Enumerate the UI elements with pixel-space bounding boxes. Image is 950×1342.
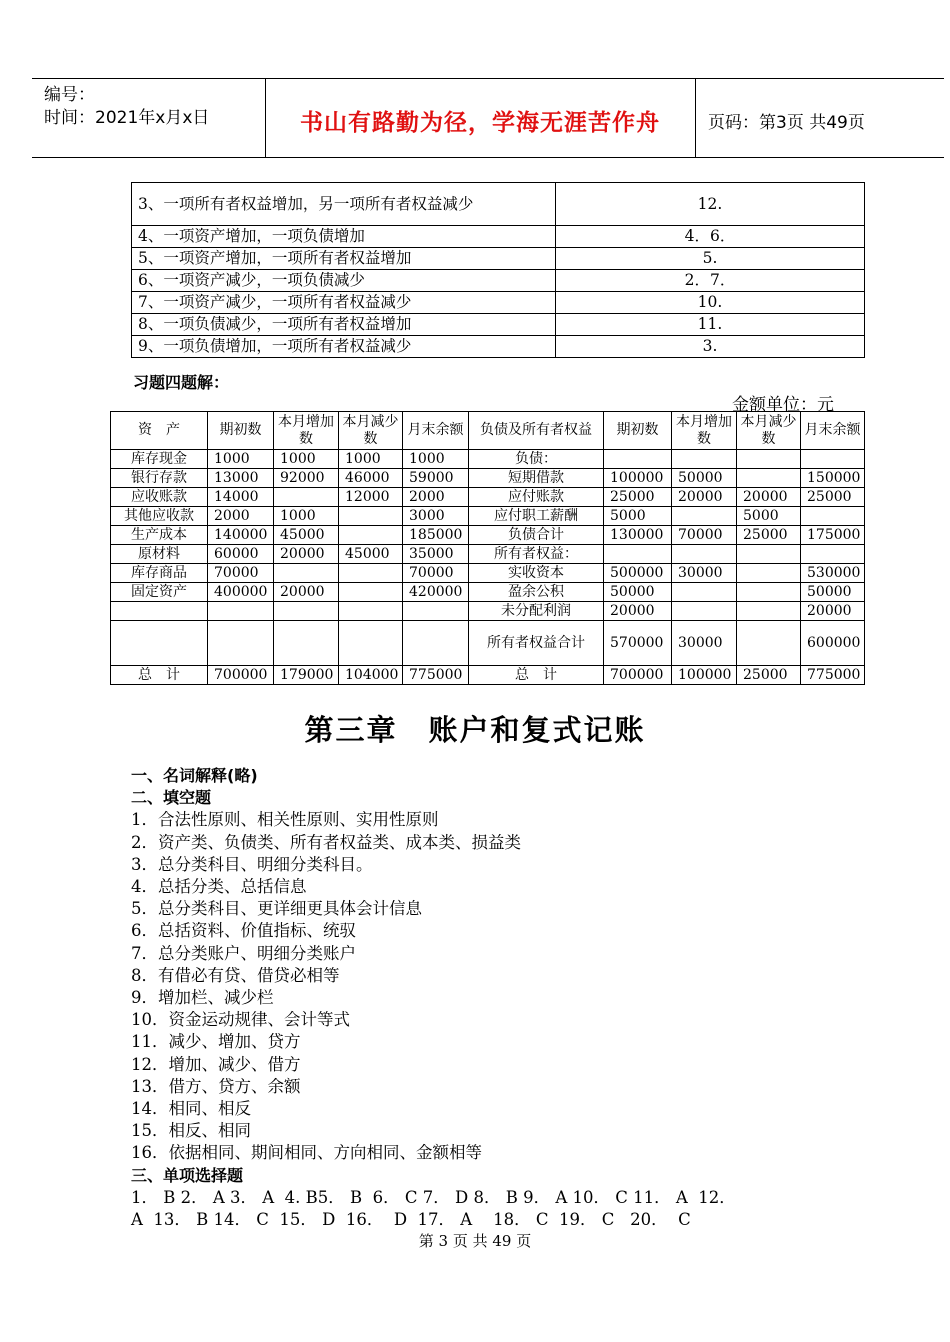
table-cell [801,545,865,564]
table-header-row [111,412,865,450]
table-cell [274,488,339,507]
table-cell [604,545,672,564]
table-row [111,488,865,507]
header-bottom-rule [32,157,944,158]
column-header: 月末余额 [403,412,469,450]
table-cell: 20000 [672,488,737,507]
fill-blank-item: 7．总分类账户、明细分类账户 [131,943,356,963]
fill-blank-item: 14．相同、相反 [131,1099,251,1119]
chapter-title: 第三章 账户和复式记账 [304,713,646,747]
table-row [111,450,865,469]
table-cell: 20000 [274,583,339,602]
section-heading: 二、填空题 [131,788,212,808]
table-cell: 5000 [604,507,672,526]
table-cell: 420000 [403,583,469,602]
single-choice-answers-line: A 13． B 14． C 15． D 16． D 17． A 18． C 19． C 20． C [131,1210,691,1230]
table-cell [208,621,274,666]
fill-blank-item: 4．总括分类、总括信息 [131,877,307,897]
table-cell: 30000 [672,564,737,583]
table-cell [339,583,403,602]
column-header: 月末余额 [801,412,865,450]
table-cell: 负债： [469,450,604,469]
table-cell: 185000 [403,526,469,545]
page-footer: 第 3 页 共 49 页 [418,1232,532,1250]
header-divider [695,78,696,157]
table-row [111,507,865,526]
table-cell [274,602,339,621]
table-cell: 20000 [737,488,801,507]
table-cell: 70000 [672,526,737,545]
table-row [111,621,865,666]
table-cell: 175000 [801,526,865,545]
table-cell: 3、一项所有者权益增加，另一项所有者权益减少 [132,183,556,226]
table-cell: 盈余公积 [469,583,604,602]
table-cell: 5. [556,248,865,270]
table-row [111,666,865,685]
table-cell: 库存现金 [111,450,208,469]
table-row [132,248,865,270]
table-row [132,314,865,336]
table-cell: 2000 [208,507,274,526]
section-heading: 三、单项选择题 [131,1165,244,1185]
table-cell: 12000 [339,488,403,507]
table-cell [111,621,208,666]
table-cell: 3. [556,336,865,358]
table-cell [403,621,469,666]
table-cell [208,602,274,621]
amount-unit-label: 金额单位：元 [732,395,834,415]
table-cell: 5、一项资产增加，一项所有者权益增加 [132,248,556,270]
table-cell: 所有者权益： [469,545,604,564]
table-cell: 70000 [403,564,469,583]
table-cell: 25000 [737,666,801,685]
table-cell: 10. [556,292,865,314]
table-row [111,602,865,621]
fill-blank-item: 15．相反、相同 [131,1121,251,1141]
fill-blank-item: 10．资金运动规律、会计等式 [131,1010,350,1030]
table-cell: 59000 [403,469,469,488]
table-cell: 原材料 [111,545,208,564]
table-cell: 530000 [801,564,865,583]
table-cell: 20000 [604,602,672,621]
header-meta [44,84,209,130]
header-page-label: 页码：第3页 共49页 [708,113,865,133]
table-cell: 50000 [604,583,672,602]
table-cell: 9、一项负债增加，一项所有者权益减少 [132,336,556,358]
table-cell [737,545,801,564]
section-heading: 一、名词解释(略) [131,766,258,785]
table-cell: 2．7． [556,270,865,292]
fill-blank-item: 8．有借必有贷、借贷必相等 [131,965,340,985]
table-cell [737,583,801,602]
table-cell [672,583,737,602]
fill-blank-list [131,809,871,1164]
table-cell: 负债合计 [469,526,604,545]
fill-blank-item: 12．增加、减少、借方 [131,1054,301,1074]
column-header: 本月减少数 [737,412,801,450]
fill-blank-item: 11．减少、增加、贷方 [131,1032,301,1052]
table-cell: 14000 [208,488,274,507]
single-choice-answers-line: 1． B 2． A 3． A 4. B5． B 6． C 7． D 8． B 9． A 10． C 11． A 12． [131,1187,736,1207]
table-cell: 46000 [339,469,403,488]
column-header: 本月增加数 [672,412,737,450]
table-cell [672,602,737,621]
table-cell: 20000 [801,602,865,621]
document-time-label: 时间：2021年x月x日 [44,108,210,128]
table-cell: 1000 [274,450,339,469]
table-cell: 92000 [274,469,339,488]
table-row [132,336,865,358]
table-cell: 实收资本 [469,564,604,583]
table-row [111,583,865,602]
table-row [111,564,865,583]
table-cell: 生产成本 [111,526,208,545]
table-cell [274,564,339,583]
table-cell [737,450,801,469]
table-cell: 45000 [339,545,403,564]
table-cell [339,564,403,583]
table-cell: 60000 [208,545,274,564]
table-cell: 35000 [403,545,469,564]
table-cell: 775000 [403,666,469,685]
column-header: 期初数 [604,412,672,450]
fill-blank-item: 6．总括资料、价值指标、统驭 [131,921,356,941]
table-cell: 2000 [403,488,469,507]
table-cell: 1000 [274,507,339,526]
table-cell: 库存商品 [111,564,208,583]
table-cell: 70000 [208,564,274,583]
balance-table [110,411,865,685]
table-cell: 570000 [604,621,672,666]
table-cell: 4、一项资产增加，一项负债增加 [132,226,556,248]
table-cell: 所有者权益合计 [469,621,604,666]
table-cell [737,602,801,621]
transaction-type-table [131,182,865,358]
table-cell: 3000 [403,507,469,526]
table-row [132,292,865,314]
table-cell: 1000 [339,450,403,469]
chapter-body [131,765,871,1231]
table-cell: 130000 [604,526,672,545]
table-cell: 短期借款 [469,469,604,488]
fill-blank-item: 13．借方、贷方、余额 [131,1076,301,1096]
table-cell: 7、一项资产减少，一项所有者权益减少 [132,292,556,314]
table-cell: 其他应收款 [111,507,208,526]
table-cell: 1000 [403,450,469,469]
table-cell: 固定资产 [111,583,208,602]
table-cell [737,469,801,488]
column-header: 本月减少数 [339,412,403,450]
table-cell: 应付职工薪酬 [469,507,604,526]
table-cell: 25000 [737,526,801,545]
table-cell: 应收账款 [111,488,208,507]
table-cell: 总 计 [111,666,208,685]
table-cell [737,621,801,666]
table-cell: 8、一项负债减少，一项所有者权益增加 [132,314,556,336]
header-top-rule [32,78,944,79]
fill-blank-item: 1．合法性原则、相关性原则、实用性原则 [131,810,439,830]
table-cell: 100000 [604,469,672,488]
table-cell: 应付账款 [469,488,604,507]
table-cell: 150000 [801,469,865,488]
fill-blank-item: 5．总分类科目、更详细更具体会计信息 [131,899,422,919]
column-header: 本月增加数 [274,412,339,450]
column-header: 资 产 [111,412,208,450]
table-cell [339,621,403,666]
table-cell: 179000 [274,666,339,685]
table-row [111,526,865,545]
fill-blank-item: 2．资产类、负债类、所有者权益类、成本类、损益类 [131,832,521,852]
table-cell: 500000 [604,564,672,583]
column-header: 期初数 [208,412,274,450]
table-cell: 25000 [801,488,865,507]
table-cell: 1000 [208,450,274,469]
table-cell [737,564,801,583]
table-cell: 12. [556,183,865,226]
table-cell: 600000 [801,621,865,666]
table-row [132,270,865,292]
table-cell: 25000 [604,488,672,507]
table-cell: 13000 [208,469,274,488]
table-cell [339,507,403,526]
fill-blank-item: 16．依据相同、期间相同、方向相同、金额相等 [131,1143,482,1163]
fill-blank-item: 3．总分类科目、明细分类科目。 [131,854,373,874]
table-cell [801,450,865,469]
table-cell [801,507,865,526]
table-row [132,183,865,226]
table-cell [111,602,208,621]
table-cell: 45000 [274,526,339,545]
table-row [132,226,865,248]
table-cell: 4．6． [556,226,865,248]
table-cell: 50000 [672,469,737,488]
table-cell: 100000 [672,666,737,685]
exercise-four-title: 习题四题解： [133,373,230,392]
table-cell [604,450,672,469]
table-cell: 700000 [208,666,274,685]
table-cell [672,450,737,469]
table-cell [403,602,469,621]
table-cell [274,621,339,666]
table-cell: 104000 [339,666,403,685]
table-cell: 50000 [801,583,865,602]
table-cell: 总 计 [469,666,604,685]
table-cell [672,545,737,564]
table-cell: 6、一项资产减少，一项负债减少 [132,270,556,292]
table-cell: 30000 [672,621,737,666]
table-cell [672,507,737,526]
table-cell: 400000 [208,583,274,602]
table-cell: 银行存款 [111,469,208,488]
table-cell [339,602,403,621]
table-cell: 未分配利润 [469,602,604,621]
document-number-label: 编号： [44,85,95,105]
table-cell: 20000 [274,545,339,564]
fill-blank-item: 9．增加栏、减少栏 [131,988,274,1008]
header-motto: 书山有路勤为径，学海无涯苦作舟 [300,110,660,136]
table-row [111,469,865,488]
table-cell: 700000 [604,666,672,685]
table-cell [339,526,403,545]
table-cell: 140000 [208,526,274,545]
table-cell: 775000 [801,666,865,685]
column-header: 负债及所有者权益 [469,412,604,450]
table-row [111,545,865,564]
table-cell: 5000 [737,507,801,526]
table-cell: 11. [556,314,865,336]
